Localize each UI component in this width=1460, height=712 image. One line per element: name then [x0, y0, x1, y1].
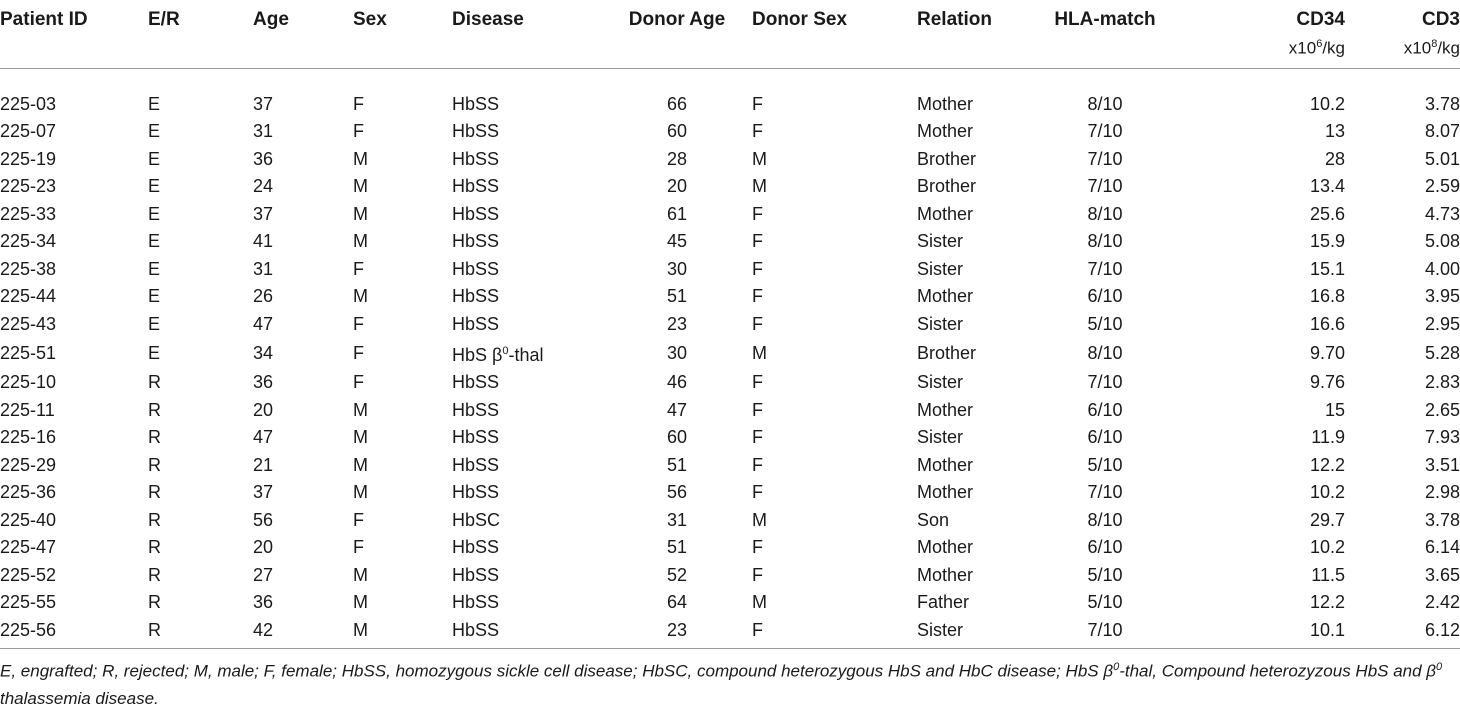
cell-sex: F — [353, 343, 364, 363]
cell-age: 21 — [253, 454, 274, 475]
cell-donor-age: 60 — [666, 121, 688, 142]
cell-patient-id: 225-51 — [0, 343, 57, 363]
cell-sex: M — [353, 286, 368, 307]
cell-hla-match: 7/10 — [1087, 148, 1123, 169]
cell-hla-match: 8/10 — [1087, 343, 1123, 363]
cell-cd3: 2.42 — [1424, 592, 1460, 613]
cell-sex: M — [353, 482, 368, 503]
cell-age: 27 — [253, 564, 274, 585]
cell-cd3: 7.93 — [1424, 427, 1460, 448]
cell-hla-match: 7/10 — [1035, 617, 1175, 649]
cell-cd3: 6.12 — [1345, 617, 1460, 649]
cell-sex: M — [353, 399, 368, 420]
cell-disease: HbSC — [452, 509, 501, 530]
header-cd34-label: CD34 — [1296, 9, 1345, 30]
cell-cd3: 2.83 — [1424, 372, 1460, 393]
cell-er: E — [148, 148, 161, 169]
cell-donor-sex: F — [752, 286, 763, 307]
cell-donor-age: 30 — [666, 343, 688, 363]
cell-relation: Mother — [917, 94, 974, 114]
cell-age: 36 — [253, 372, 274, 393]
cell-sex: M — [353, 203, 368, 224]
cell-disease: HbSS — [452, 427, 500, 448]
cell-er: R — [148, 372, 161, 393]
header-relation: Relation — [917, 8, 1035, 69]
cell-donor-age: 64 — [666, 592, 688, 613]
cell-sex: F — [353, 94, 364, 114]
cell-patient-id: 225-44 — [0, 286, 57, 307]
cell-cd3: 4.00 — [1424, 258, 1460, 279]
cell-patient-id: 225-55 — [0, 592, 57, 613]
cell-age: 20 — [253, 399, 274, 420]
cell-er: E — [148, 94, 161, 114]
cell-er: R — [148, 592, 161, 613]
cell-cd3: 3.95 — [1424, 286, 1460, 307]
cell-hla-match: 5/10 — [1087, 592, 1123, 613]
cell-hla-match: 7/10 — [1087, 372, 1123, 393]
cell-patient-id: 225-36 — [0, 482, 57, 503]
cell-patient-id: 225-11 — [0, 399, 55, 420]
cell-donor-age: 23 — [602, 617, 752, 649]
cell-donor-age: 51 — [666, 286, 688, 307]
cell-hla-match: 5/10 — [1087, 313, 1123, 334]
patient-table — [0, 8, 1460, 649]
cell-cd34: 29.7 — [1309, 509, 1345, 530]
cell-age: 31 — [253, 258, 274, 279]
cell-er: E — [148, 286, 161, 307]
cell-hla-match: 7/10 — [1087, 482, 1123, 503]
cell-donor-sex: M — [752, 509, 767, 530]
table-row — [0, 146, 1460, 174]
cell-disease: HbSS — [452, 148, 500, 169]
cell-disease: HbSS — [452, 564, 500, 585]
cell-disease: HbSS — [452, 203, 500, 224]
cell-patient-id: 225-23 — [0, 176, 57, 197]
cell-sex: M — [353, 148, 368, 169]
cell-er: R — [148, 617, 253, 649]
cell-cd34: 12.2 — [1309, 454, 1345, 475]
header-donor-age: Donor Age — [602, 8, 752, 69]
cell-cd3: 8.07 — [1424, 121, 1460, 142]
cell-patient-id: 225-52 — [0, 564, 57, 585]
cell-relation: Mother — [917, 203, 974, 224]
cell-donor-sex: F — [752, 372, 763, 393]
table-row — [0, 69, 1460, 119]
cell-cd34: 10.2 — [1309, 482, 1345, 503]
cell-er: E — [148, 176, 161, 197]
cell-relation: Mother — [917, 286, 974, 307]
table-row — [0, 452, 1460, 480]
cell-disease: HbSS — [452, 286, 500, 307]
cell-er: E — [148, 203, 161, 224]
header-cd34 — [1175, 8, 1345, 69]
cell-sex: M — [353, 176, 368, 197]
cell-disease: HbSS — [452, 372, 500, 393]
cell-cd3: 6.14 — [1424, 537, 1460, 558]
cell-donor-age: 47 — [666, 399, 688, 420]
cell-donor-sex: F — [752, 399, 763, 420]
cell-hla-match: 7/10 — [1087, 258, 1123, 279]
header-cd34-unit: $x10^6/kg$ — [1288, 38, 1345, 58]
cell-cd3: 5.28 — [1424, 343, 1460, 363]
cell-patient-id: 225-33 — [0, 203, 57, 224]
header-cd3 — [1345, 8, 1460, 69]
cell-disease: HbSS — [452, 258, 500, 279]
cell-relation: Sister — [917, 617, 1035, 649]
cell-cd3: 4.73 — [1424, 203, 1460, 224]
cell-cd34: 13.4 — [1309, 176, 1345, 197]
cell-age: 34 — [253, 343, 274, 363]
cell-donor-age: 51 — [666, 454, 688, 475]
cell-cd3: 3.65 — [1424, 564, 1460, 585]
cell-relation: Mother — [917, 482, 974, 503]
cell-cd34: 12.2 — [1309, 592, 1345, 613]
cell-donor-sex: F — [752, 121, 763, 142]
cell-cd34: 10.2 — [1309, 537, 1345, 558]
cell-hla-match: 6/10 — [1087, 286, 1123, 307]
cell-donor-age: 28 — [666, 148, 688, 169]
cell-donor-age: 66 — [666, 94, 688, 114]
cell-disease: HbSS — [452, 454, 500, 475]
cell-age: 20 — [253, 537, 274, 558]
cell-donor-sex: F — [752, 482, 763, 503]
cell-cd34: 9.70 — [1309, 343, 1345, 363]
cell-relation: Mother — [917, 537, 974, 558]
cell-age: 56 — [253, 509, 274, 530]
cell-disease: HbSS — [452, 176, 500, 197]
cell-relation: Father — [917, 592, 970, 613]
cell-cd34: 9.76 — [1309, 372, 1345, 393]
cell-sex: M — [353, 427, 368, 448]
cell-cd34: 11.5 — [1311, 564, 1345, 585]
cell-cd34: 16.8 — [1309, 286, 1345, 307]
cell-hla-match: 8/10 — [1087, 203, 1123, 224]
cell-sex: F — [353, 537, 364, 558]
cell-disease: HbSS — [452, 482, 500, 503]
cell-cd34: 10.2 — [1309, 94, 1345, 114]
cell-donor-sex: M — [752, 148, 767, 169]
cell-hla-match: 6/10 — [1087, 399, 1123, 420]
cell-patient-id: 225-47 — [0, 537, 57, 558]
cell-patient-id: 225-56 — [0, 617, 148, 649]
cell-disease: HbSS — [452, 231, 500, 252]
cell-relation: Brother — [917, 176, 977, 197]
table-row — [0, 173, 1460, 201]
cell-age: 31 — [253, 121, 274, 142]
cell-cd34: 13 — [1324, 121, 1345, 142]
cell-er: R — [148, 509, 161, 530]
cell-cd34: 11.9 — [1311, 427, 1345, 448]
cell-relation: Mother — [917, 454, 974, 475]
cell-patient-id: 225-40 — [0, 509, 57, 530]
cell-er: E — [148, 258, 161, 279]
cell-donor-age: 52 — [666, 564, 688, 585]
cell-relation: Sister — [917, 372, 964, 393]
cell-age: 37 — [253, 94, 274, 114]
cell-sex: F — [353, 258, 364, 279]
cell-cd3: 3.51 — [1424, 454, 1460, 475]
table-row — [0, 397, 1460, 425]
header-cd3-unit: $x10^8/kg$ — [1403, 38, 1460, 58]
header-age: Age — [253, 8, 353, 69]
cell-disease: HbSS — [452, 617, 602, 649]
cell-age: 36 — [253, 592, 274, 613]
cell-cd34: 15 — [1324, 399, 1345, 420]
table-row — [0, 617, 1460, 649]
cell-relation: Sister — [917, 427, 964, 448]
cell-sex: F — [353, 372, 364, 393]
cell-donor-sex: F — [752, 617, 917, 649]
cell-sex: M — [353, 231, 368, 252]
cell-sex: F — [353, 313, 364, 334]
cell-cd3: 2.98 — [1424, 482, 1460, 503]
cell-er: R — [148, 564, 161, 585]
cell-donor-age: 46 — [666, 372, 688, 393]
cell-sex: M — [353, 592, 368, 613]
header-hla-match: HLA-match — [1035, 8, 1175, 69]
header-donor-sex: Donor Sex — [752, 8, 917, 69]
cell-patient-id: 225-29 — [0, 454, 57, 475]
cell-cd3: 3.78 — [1424, 509, 1460, 530]
cell-donor-sex: F — [752, 94, 763, 114]
cell-disease: HbSS — [452, 313, 500, 334]
cell-sex: M — [353, 564, 368, 585]
cell-donor-sex: F — [752, 537, 763, 558]
cell-er: R — [148, 427, 161, 448]
cell-cd3: 2.65 — [1424, 399, 1460, 420]
cell-age: 24 — [253, 176, 274, 197]
table-row — [0, 479, 1460, 507]
cell-disease: HbSS — [452, 592, 500, 613]
cell-donor-sex: F — [752, 564, 763, 585]
cell-age: 47 — [253, 313, 274, 334]
cell-cd34: 10.1 — [1175, 617, 1345, 649]
cell-sex: M — [353, 454, 368, 475]
cell-relation: Son — [917, 509, 950, 530]
table-body — [0, 69, 1460, 649]
header-row — [0, 8, 1460, 69]
cell-patient-id: 225-16 — [0, 427, 57, 448]
cell-hla-match: 7/10 — [1087, 121, 1123, 142]
cell-cd3: 5.01 — [1424, 148, 1460, 169]
cell-donor-sex: F — [752, 454, 763, 475]
table-row — [0, 534, 1460, 562]
cell-hla-match: 7/10 — [1087, 176, 1123, 197]
header-patient-id: Patient ID — [0, 8, 148, 69]
cell-relation: Sister — [917, 313, 964, 334]
cell-hla-match: 8/10 — [1087, 94, 1123, 114]
cell-er: E — [148, 231, 161, 252]
cell-donor-sex: M — [752, 592, 767, 613]
table-row — [0, 369, 1460, 397]
table-row — [0, 589, 1460, 617]
cell-age: 47 — [253, 427, 274, 448]
cell-hla-match: 5/10 — [1087, 454, 1123, 475]
cell-hla-match: 6/10 — [1087, 537, 1123, 558]
table-row — [0, 562, 1460, 590]
table-row — [0, 283, 1460, 311]
cell-er: R — [148, 399, 161, 420]
header-disease: Disease — [452, 8, 602, 69]
cell-patient-id: 225-38 — [0, 258, 57, 279]
cell-disease: HbSS — [452, 121, 500, 142]
cell-cd3: 2.95 — [1424, 313, 1460, 334]
cell-donor-sex: F — [752, 427, 763, 448]
cell-patient-id: 225-07 — [0, 121, 57, 142]
cell-cd34: 28 — [1324, 148, 1345, 169]
cell-sex: F — [353, 509, 364, 530]
cell-hla-match: 8/10 — [1087, 231, 1123, 252]
cell-donor-age: 20 — [666, 176, 688, 197]
cell-patient-id: 225-43 — [0, 313, 57, 334]
cell-donor-sex: F — [752, 258, 763, 279]
cell-relation: Mother — [917, 564, 974, 585]
header-er: E/R — [148, 8, 253, 69]
cell-cd34: 15.9 — [1309, 231, 1345, 252]
cell-donor-age: 45 — [666, 231, 688, 252]
cell-donor-sex: F — [752, 231, 763, 252]
cell-cd3: 2.59 — [1424, 176, 1460, 197]
cell-disease: HbS $\beta^0$-thal — [452, 345, 544, 365]
cell-donor-age: 60 — [666, 427, 688, 448]
cell-relation: Sister — [917, 231, 964, 252]
cell-cd34: 16.6 — [1309, 313, 1345, 334]
cell-donor-age: 23 — [666, 313, 688, 334]
cell-age: 37 — [253, 203, 274, 224]
cell-relation: Mother — [917, 399, 974, 420]
cell-donor-sex: M — [752, 343, 767, 363]
header-cd3-label: CD3 — [1421, 9, 1460, 30]
cell-age: 42 — [253, 617, 353, 649]
cell-age: 37 — [253, 482, 274, 503]
cell-hla-match: 6/10 — [1087, 427, 1123, 448]
cell-relation: Brother — [917, 343, 977, 363]
cell-er: E — [148, 313, 161, 334]
cell-donor-age: 56 — [666, 482, 688, 503]
cell-donor-age: 30 — [666, 258, 688, 279]
cell-donor-sex: F — [752, 313, 763, 334]
table-row — [0, 311, 1460, 339]
cell-er: E — [148, 121, 161, 142]
cell-relation: Brother — [917, 148, 977, 169]
cell-donor-sex: F — [752, 203, 763, 224]
cell-age: 26 — [253, 286, 274, 307]
table-row — [0, 338, 1460, 369]
cell-patient-id: 225-34 — [0, 231, 57, 252]
cell-hla-match: 8/10 — [1087, 509, 1123, 530]
cell-donor-sex: M — [752, 176, 767, 197]
cell-er: R — [148, 482, 161, 503]
table-row — [0, 256, 1460, 284]
cell-cd3: 5.08 — [1424, 231, 1460, 252]
cell-sex: F — [353, 121, 364, 142]
cell-patient-id: 225-19 — [0, 148, 57, 169]
cell-cd34: 15.1 — [1309, 258, 1345, 279]
cell-age: 41 — [253, 231, 274, 252]
cell-cd34: 25.6 — [1309, 203, 1345, 224]
cell-age: 36 — [253, 148, 274, 169]
table-row — [0, 424, 1460, 452]
cell-patient-id: 225-10 — [0, 372, 57, 393]
cell-disease: HbSS — [452, 94, 500, 114]
cell-er: R — [148, 454, 161, 475]
cell-patient-id: 225-03 — [0, 94, 57, 114]
cell-relation: Sister — [917, 258, 964, 279]
cell-donor-age: 51 — [666, 537, 688, 558]
cell-er: R — [148, 537, 161, 558]
table-row — [0, 201, 1460, 229]
cell-er: E — [148, 343, 161, 363]
header-sex: Sex — [353, 8, 452, 69]
table-row — [0, 507, 1460, 535]
table-footnote: E, engrafted; R, rejected; M, male; F, female; HbSS, homozygous sickle cell disease; HbSC, compound heterozygous HbS and HbC disease; HbS $\beta^0$-thal, Compound heterozyzous HbS and $\beta^0$ thalassemia disease. — [0, 661, 1443, 708]
cell-sex: M — [353, 617, 452, 649]
cell-relation: Mother — [917, 121, 974, 142]
cell-donor-age: 31 — [666, 509, 688, 530]
cell-donor-age: 61 — [666, 203, 688, 224]
cell-disease: HbSS — [452, 399, 500, 420]
cell-hla-match: 5/10 — [1087, 564, 1123, 585]
cell-disease: HbSS — [452, 537, 500, 558]
table-row — [0, 118, 1460, 146]
cell-cd3: 3.78 — [1424, 94, 1460, 114]
table-row — [0, 228, 1460, 256]
